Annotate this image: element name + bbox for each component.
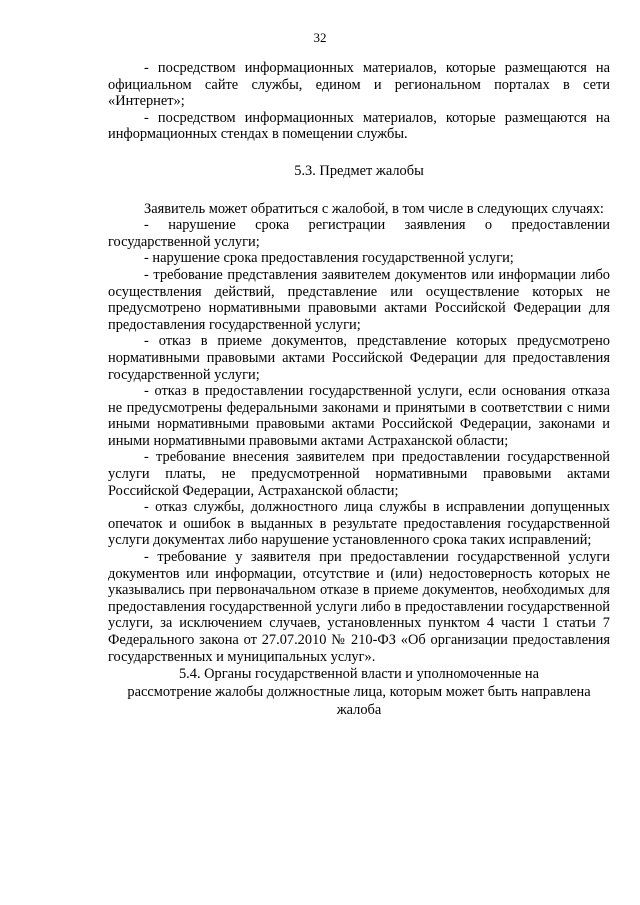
section-title-5-4	[108, 665, 610, 719]
complaint-case-item: - требование у заявителя при предоставлении государственной услуги документов или информации, отсутствие и (или) недостоверность которых не указывались при первоначальном отказе в приеме документов, необходимых для предоставления государственной услуги либо в предоставлении государственной услуги, за исключением случаев, установленных пунктом 4 части 1 статьи 7 Федерального закона от 27.07.2010 № 210-ФЗ «Об организации предоставления государственных и муниципальных услуг».	[108, 549, 610, 665]
section-title-5-4-line: рассмотрение жалобы должностные лица, которым может быть направлена	[127, 684, 591, 701]
complaint-case-item: - отказ в предоставлении государственной услуги, если основания отказа не предусмотрены федеральными законами и принятыми в соответствии с ними иными нормативными правовыми актами Российской Федерации, законами и иными нормативными правовыми актами Астраханской области;	[108, 383, 610, 449]
page-number: 32	[313, 30, 327, 45]
section-title-5-4-line: 5.4. Органы государственной власти и уполномоченные на	[178, 666, 540, 683]
complaint-case-item: - требование представления заявителем документов или информации либо осуществления действий, представление или осуществление которых не предусмотрено нормативными правовыми актами Российской Федерации для предоставления государственной услуги;	[108, 266, 610, 333]
page-content	[108, 60, 610, 719]
complaint-case-item: - отказ в приеме документов, представление которых предусмотрено нормативными правовыми актами Российской Федерации для предоставления государственной услуги;	[108, 333, 610, 383]
complaint-case-item: - нарушение срока предоставления государственной услуги;	[144, 250, 514, 267]
complaint-case-item: - отказ службы, должностного лица службы в исправлении допущенных опечаток и ошибок в выданных в результате предоставления государственной услуги документах либо нарушение установленного срока таких исправлений;	[108, 499, 610, 549]
section-title-5-4-line: жалоба	[336, 702, 382, 719]
intro-item: - посредством информационных материалов, которые размещаются на официальном сайте службы, едином и региональном порталах в сети «Интернет»;	[108, 60, 610, 110]
complaint-case-item: - требование внесения заявителем при предоставлении государственной услуги платы, не предусмотренной нормативными правовыми актами Российской Федерации, Астраханской области;	[108, 449, 610, 499]
intro-item: - посредством информационных материалов, которые размещаются на информационных стендах в помещении службы.	[108, 109, 610, 143]
section-lead: Заявитель может обратиться с жалобой, в том числе в следующих случаях:	[144, 200, 604, 217]
section-title-5-3: 5.3. Предмет жалобы	[294, 162, 424, 179]
complaint-case-item: - нарушение срока регистрации заявления о предоставлении государственной услуги;	[108, 217, 610, 250]
